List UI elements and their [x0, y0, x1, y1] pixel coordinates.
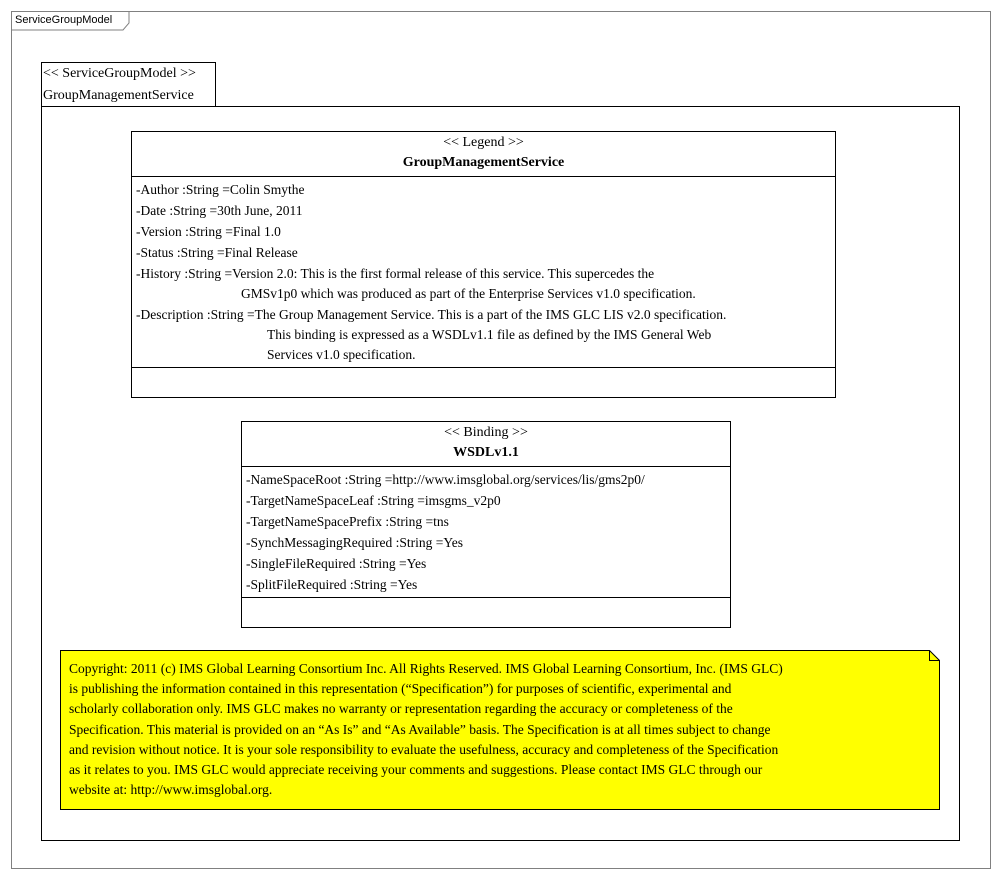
legend-attribute: -Description :String =The Group Management Service. This is a part of the IMS GLC LIS v2.0 specification. — [136, 307, 727, 322]
legend-attribute-continuation: Services v1.0 specification. — [267, 347, 416, 362]
legend-attribute-continuation: This binding is expressed as a WSDLv1.1 file as defined by the IMS General Web — [267, 327, 712, 342]
binding-attribute: -SynchMessagingRequired :String =Yes — [246, 535, 463, 550]
legend-stereotype: << Legend >> — [443, 135, 524, 150]
frame-title: ServiceGroupModel — [15, 14, 113, 26]
legend-class-header — [132, 132, 835, 177]
legend-attribute: -Date :String =30th June, 2011 — [136, 203, 303, 218]
legend-class-name: GroupManagementService — [402, 155, 565, 170]
binding-operations — [242, 598, 730, 622]
legend-attributes — [132, 177, 835, 368]
binding-class-name: WSDLv1.1 — [453, 445, 519, 460]
legend-attribute: -Status :String =Final Release — [136, 245, 298, 260]
note-line: as it relates to you. IMS GLC would appreciate receiving your comments and suggestions. Please contact IMS GLC through our — [69, 762, 763, 778]
binding-attributes — [242, 467, 730, 598]
legend-class[interactable] — [131, 131, 836, 398]
note-line: scholarly collaboration only. IMS GLC makes no warranty or representation regarding the accuracy or completeness of the — [69, 701, 733, 717]
binding-attribute: -SplitFileRequired :String =Yes — [246, 577, 418, 592]
note-line: is publishing the information contained in this representation (“Specification”) for purposes of scientific, experimental and — [69, 681, 732, 697]
binding-class[interactable] — [241, 421, 731, 628]
binding-attribute: -SingleFileRequired :String =Yes — [246, 556, 427, 571]
package-name: GroupManagementService — [43, 88, 194, 103]
note-line: Specification. This material is provided on an “As Is” and “As Available” basis. The Specification is at all times subject to change — [69, 721, 771, 737]
binding-attribute: -TargetNameSpacePrefix :String =tns — [246, 514, 449, 529]
note-line: and revision without notice. It is your sole responsibility to evaluate the usefulness, accuracy and completeness of the Specification — [69, 741, 779, 757]
note-line: Copyright: 2011 (c) IMS Global Learning Consortium Inc. All Rights Reserved. IMS Global Learning Consortium, Inc. (IMS GLC) — [69, 661, 783, 676]
legend-attribute: -Version :String =Final 1.0 — [136, 224, 281, 239]
package-tab[interactable] — [41, 62, 216, 107]
binding-attribute: -NameSpaceRoot :String =http://www.imsglobal.org/services/lis/gms2p0/ — [246, 472, 645, 487]
binding-attribute: -TargetNameSpaceLeaf :String =imsgms_v2p0 — [246, 493, 501, 508]
note-line: website at: http://www.imsglobal.org. — [69, 782, 273, 798]
legend-operations — [132, 368, 835, 392]
package-stereotype: << ServiceGroupModel >> — [43, 66, 196, 81]
legend-attribute: -Author :String =Colin Smythe — [136, 182, 305, 197]
legend-attribute-continuation: GMSv1p0 which was produced as part of the Enterprise Services v1.0 specification. — [241, 286, 696, 301]
legend-attribute: -History :String =Version 2.0: This is the first formal release of this service. This supercedes the — [136, 266, 655, 281]
binding-stereotype: << Binding >> — [444, 425, 528, 440]
copyright-note-text — [69, 659, 929, 800]
binding-class-header — [242, 422, 730, 467]
